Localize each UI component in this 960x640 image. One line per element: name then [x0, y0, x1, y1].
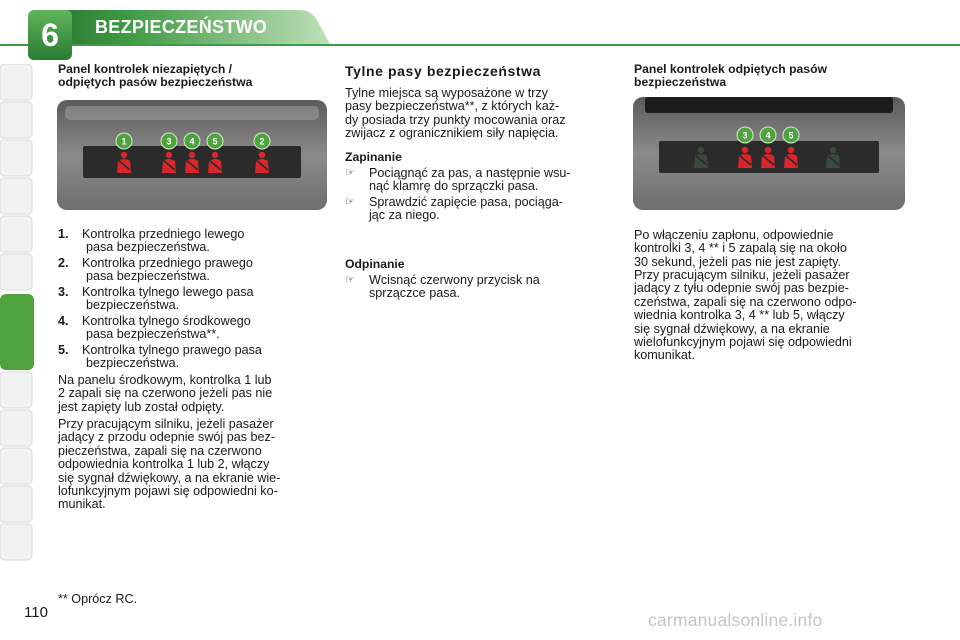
- lamp-number-badge: [161, 133, 177, 149]
- lamp-number-label: 1: [121, 136, 127, 147]
- pointer-icon: ☞: [345, 274, 355, 286]
- left-paragraph-1: Na panelu środkowym, kontrolka 1 lub 2 zapali się na czerwono jeżeli pas nie jest zapięty lub został odpięty.: [58, 373, 273, 414]
- rear-belts-intro: Tylne miejsca są wyposażone w trzy pasy bezpieczeństwa**, z których każ- dy posiada trzy punkty mocowania oraz zwijacz z ogranicznikiem siły napięcia.: [345, 86, 566, 141]
- chapter-title: BEZPIECZEŃSTWO: [95, 17, 268, 37]
- lamp-number-label: 3: [166, 136, 172, 147]
- lamp-number-label: 5: [212, 136, 218, 147]
- lamp-number-badge: [116, 133, 132, 149]
- right-heading: Panel kontrolek odpiętych pasów bezpieczeństwa: [634, 62, 828, 89]
- footnote: ** Oprócz RC.: [58, 592, 138, 606]
- right-paragraph-1: Po włączeniu zapłonu, odpowiednie kontrolki 3, 4 ** i 5 zapalą się na około 30 sekund, jeżeli pas nie jest zapięty.: [634, 228, 847, 269]
- fasten-heading: Zapinanie: [345, 150, 402, 164]
- chapter-side-tabs[interactable]: [0, 64, 40, 584]
- lamp-number-badge: [737, 127, 753, 143]
- front-seatbelt-warning-panel: [57, 100, 327, 210]
- lamp-number-label: 3: [742, 130, 748, 141]
- page-number: 110: [24, 604, 48, 621]
- lamp-number-label: 4: [765, 130, 771, 141]
- rear-belts-title: Tylne pasy bezpieczeństwa: [345, 63, 542, 79]
- pointer-icon: ☞: [345, 196, 355, 208]
- lamp-number-label: 5: [788, 130, 794, 141]
- lamp-number-badge: [207, 133, 223, 149]
- lamp-number-badge: [254, 133, 270, 149]
- watermark: carmanualsonline.info: [648, 610, 823, 630]
- left-paragraph-2: Przy pracującym silniku, jeżeli pasażer jadący z przodu odepnie swój pas bez- pieczeństwa, zapali się na czerwono odpowiednia kontrolka 1 lub 2, włączy się sygnał dźwiękowy, a na ekranie wie- lofunkcyjnym pojawi się odpowiedni ko- munikat.: [58, 417, 281, 512]
- unfasten-heading: Odpinanie: [345, 257, 405, 271]
- lamp-number-badge: [783, 127, 799, 143]
- lamp-number-badge: [184, 133, 200, 149]
- chapter-number-badge: [28, 10, 72, 60]
- lamp-number-badge: [760, 127, 776, 143]
- chapter-number: 6: [41, 17, 59, 53]
- left-heading: Panel kontrolek niezapiętych / odpiętych pasów bezpieczeństwa: [58, 62, 253, 89]
- rear-seatbelt-warning-panel: [633, 97, 905, 210]
- right-paragraph-2: Przy pracującym silniku, jeżeli pasażer jadący z tyłu odepnie swój pas bezpie- czeństwa, zapali się na czerwono odpo- wiednia kontrolka 3, 4 ** lub 5, włączy się sygnał dźwiękowy, a na ekranie wielofunkcyjnym pojawi się odpowiedni komunikat.: [634, 268, 857, 363]
- lamp-number-label: 4: [189, 136, 195, 147]
- pointer-icon: ☞: [345, 167, 355, 179]
- lamp-number-label: 2: [259, 136, 265, 147]
